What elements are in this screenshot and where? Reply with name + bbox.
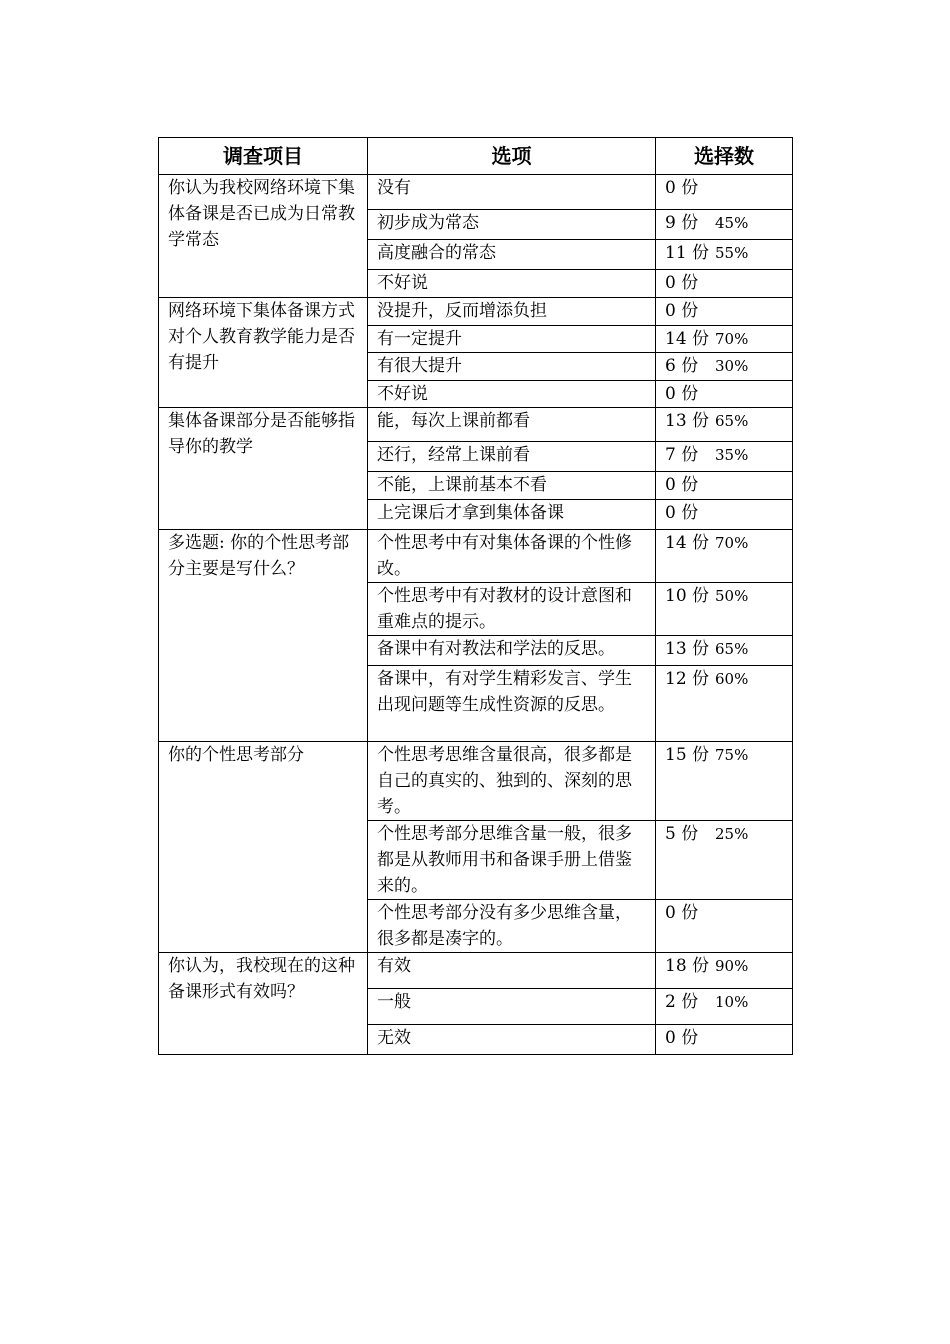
option-cell: 不能，上课前基本不看 [368,472,656,500]
count-value: 2 份 [665,992,699,1012]
percent-value: 55% [715,244,749,262]
option-cell: 个性思考部分思维含量一般，很多都是从教师用书和备课手册上借鉴来的。 [368,821,656,900]
count-value: 0 份 [665,384,699,404]
percent-value: 25% [715,825,749,843]
percent-value: 70% [715,534,749,552]
count-cell [656,530,793,583]
count-cell [656,442,793,472]
option-cell: 个性思考部分没有多少思维含量，很多都是凑字的。 [368,900,656,953]
count-value: 0 份 [665,903,699,923]
count-cell [656,900,793,953]
count-cell [656,583,793,636]
question-cell: 你的个性思考部分 [159,742,368,953]
count-cell [656,742,793,821]
count-value: 6 份 [665,356,699,376]
count-value: 13 份 [665,639,710,659]
question-cell: 你认为我校网络环境下集体备课是否已成为日常教学常态 [159,175,368,298]
option-cell: 没提升，反而增添负担 [368,298,656,326]
option-cell: 没有 [368,175,656,210]
question-cell: 你认为，我校现在的这种备课形式有效吗？ [159,953,368,1055]
count-cell [656,666,793,742]
count-value: 11 份 [665,243,710,263]
count-cell [656,298,793,326]
count-value: 0 份 [665,178,699,198]
count-value: 15 份 [665,745,710,765]
question-cell: 多选题: 你的个性思考部分主要是写什么？ [159,530,368,742]
count-value: 5 份 [665,824,699,844]
table-row [159,298,793,326]
question-cell: 集体备课部分是否能够指导你的教学 [159,408,368,530]
percent-value: 60% [715,670,749,688]
percent-value: 30% [715,357,749,375]
count-cell [656,636,793,666]
count-cell [656,353,793,381]
option-cell: 备课中有对教法和学法的反思。 [368,636,656,666]
count-cell [656,210,793,240]
table-row [159,530,793,583]
header-count: 选择数 [656,138,793,175]
count-value: 14 份 [665,533,710,553]
option-cell: 备课中，有对学生精彩发言、学生出现问题等生成性资源的反思。 [368,666,656,742]
count-value: 13 份 [665,411,710,431]
count-cell [656,500,793,530]
count-cell [656,953,793,989]
option-cell: 一般 [368,989,656,1025]
table-row [159,408,793,442]
question-cell: 网络环境下集体备课方式对个人教育教学能力是否有提升 [159,298,368,408]
percent-value: 90% [715,957,749,975]
survey-table [158,137,793,1055]
count-value: 0 份 [665,503,699,523]
option-cell: 个性思考中有对教材的设计意图和重难点的提示。 [368,583,656,636]
count-cell [656,270,793,298]
count-value: 9 份 [665,213,699,233]
count-cell [656,240,793,270]
table-row [159,953,793,989]
option-cell: 个性思考中有对集体备课的个性修改。 [368,530,656,583]
count-cell [656,381,793,408]
count-value: 0 份 [665,301,699,321]
header-option: 选项 [368,138,656,175]
option-cell: 有很大提升 [368,353,656,381]
table-row [159,742,793,821]
count-value: 10 份 [665,586,710,606]
count-value: 18 份 [665,956,710,976]
option-cell: 上完课后才拿到集体备课 [368,500,656,530]
count-cell [656,326,793,353]
percent-value: 65% [715,640,749,658]
count-cell [656,821,793,900]
option-cell: 高度融合的常态 [368,240,656,270]
option-cell: 个性思考思维含量很高，很多都是自己的真实的、独到的、深刻的思考。 [368,742,656,821]
table-row [159,175,793,210]
option-cell: 不好说 [368,270,656,298]
option-cell: 能，每次上课前都看 [368,408,656,442]
count-value: 12 份 [665,669,710,689]
count-value: 0 份 [665,273,699,293]
option-cell: 初步成为常态 [368,210,656,240]
percent-value: 45% [715,214,749,232]
count-cell [656,989,793,1025]
percent-value: 10% [715,993,749,1011]
count-cell [656,1025,793,1055]
percent-value: 50% [715,587,749,605]
count-cell [656,472,793,500]
option-cell: 无效 [368,1025,656,1055]
option-cell: 还行，经常上课前看 [368,442,656,472]
option-cell: 有一定提升 [368,326,656,353]
option-cell: 有效 [368,953,656,989]
count-value: 0 份 [665,475,699,495]
count-cell [656,408,793,442]
count-value: 0 份 [665,1028,699,1048]
header-row [159,138,793,175]
count-value: 14 份 [665,329,710,349]
header-item: 调查项目 [159,138,368,175]
percent-value: 75% [715,746,749,764]
option-cell: 不好说 [368,381,656,408]
percent-value: 65% [715,412,749,430]
count-cell [656,175,793,210]
percent-value: 35% [715,446,749,464]
count-value: 7 份 [665,445,699,465]
percent-value: 70% [715,330,749,348]
